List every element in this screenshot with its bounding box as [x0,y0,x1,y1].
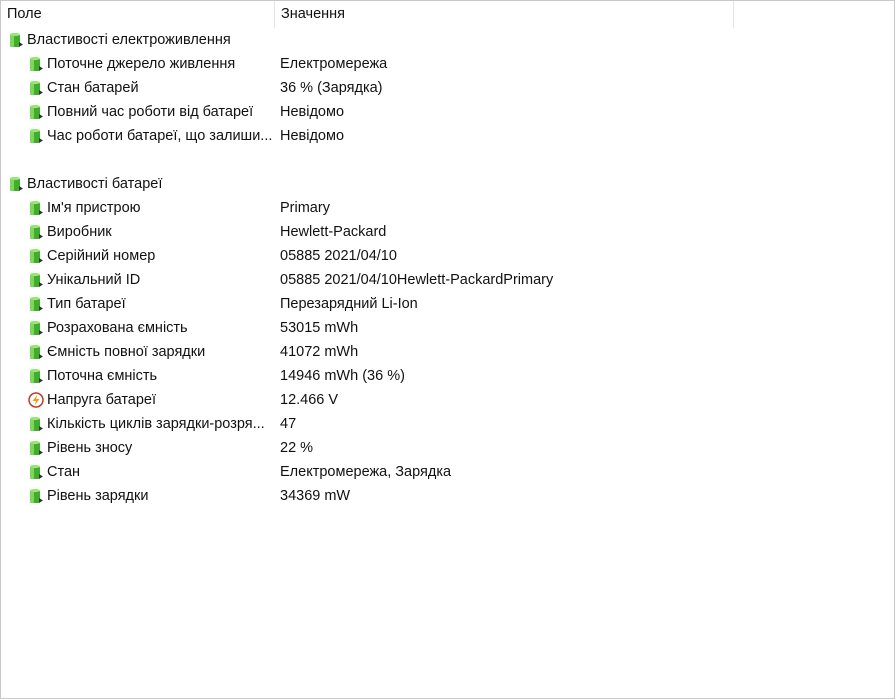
list-item[interactable] [1,412,893,436]
battery-icon [28,56,44,72]
battery-icon [28,80,44,96]
list-item[interactable] [1,388,893,412]
battery-icon [28,200,44,216]
battery-icon [8,32,24,48]
list-item[interactable] [1,100,893,124]
battery-icon [28,128,44,144]
field-value: 12.466 V [280,392,339,408]
battery-icon [28,440,44,456]
battery-icon [28,248,44,264]
field-label: Виробник [47,224,112,240]
field-value: 05885 2021/04/10Hewlett-PackardPrimary [280,272,554,288]
field-label: Час роботи батареї, що залиши... [47,128,273,144]
list-item[interactable] [1,436,893,460]
field-label: Рівень зносу [47,440,133,456]
field-label: Кількість циклів зарядки-розря... [47,416,265,432]
list-item[interactable] [1,196,893,220]
field-value: Невідомо [280,128,345,144]
field-value: 34369 mW [280,488,351,504]
battery-icon [8,176,24,192]
field-label: Поточне джерело живлення [47,56,236,72]
group-row[interactable] [1,28,893,52]
battery-icon [28,368,44,384]
field-label: Рівень зарядки [47,488,149,504]
field-value: Primary [280,200,330,216]
field-value: 47 [280,416,297,432]
list-item[interactable] [1,484,893,508]
field-label: Тип батареї [47,296,126,312]
field-value: 14946 mWh (36 %) [280,368,405,384]
field-label: Серійний номер [47,248,156,264]
field-value: Невідомо [280,104,345,120]
field-value: 41072 mWh [280,344,359,360]
battery-icon [28,488,44,504]
field-value: Електромережа, Зарядка [280,464,452,480]
battery-icon [28,104,44,120]
field-value: 36 % (Зарядка) [280,80,383,96]
battery-icon [28,224,44,240]
list-item[interactable] [1,76,893,100]
battery-icon [28,464,44,480]
battery-icon [28,344,44,360]
field-value: 05885 2021/04/10 [280,248,397,264]
list-item[interactable] [1,364,893,388]
battery-icon [28,320,44,336]
list-item[interactable] [1,244,893,268]
field-label: Напруга батареї [47,392,157,408]
field-label: Стан [47,464,81,480]
field-label: Розрахована ємність [47,320,188,336]
battery-icon [28,416,44,432]
list-item[interactable] [1,124,893,148]
field-label: Повний час роботи від батареї [47,104,254,120]
group-label: Властивості електроживлення [27,32,231,48]
list-item[interactable] [1,292,893,316]
field-label: Стан батарей [47,80,139,96]
column-header-value[interactable]: Значення [275,1,734,28]
field-label: Унікальний ID [47,272,141,288]
field-label: Поточна ємність [47,368,158,384]
column-header-field[interactable]: Поле [1,1,275,28]
list-item[interactable] [1,268,893,292]
field-value: Електромережа [280,56,388,72]
battery-icon [28,296,44,312]
field-label: Ємність повної зарядки [47,344,206,360]
property-list [1,28,893,508]
battery-icon [28,272,44,288]
group-label: Властивості батареї [27,176,163,192]
field-value: 53015 mWh [280,320,359,336]
list-item[interactable] [1,316,893,340]
field-label: Ім'я пристрою [47,200,141,216]
list-item[interactable] [1,52,893,76]
list-item[interactable] [1,220,893,244]
field-value: Перезарядний Li-Ion [280,296,418,312]
group-row[interactable] [1,172,893,196]
spacer-row [1,148,893,172]
field-value: Hewlett-Packard [280,224,387,240]
voltage-icon [28,392,44,408]
list-item[interactable] [1,460,893,484]
list-header [1,1,893,28]
field-value: 22 % [280,440,314,456]
list-item[interactable] [1,340,893,364]
